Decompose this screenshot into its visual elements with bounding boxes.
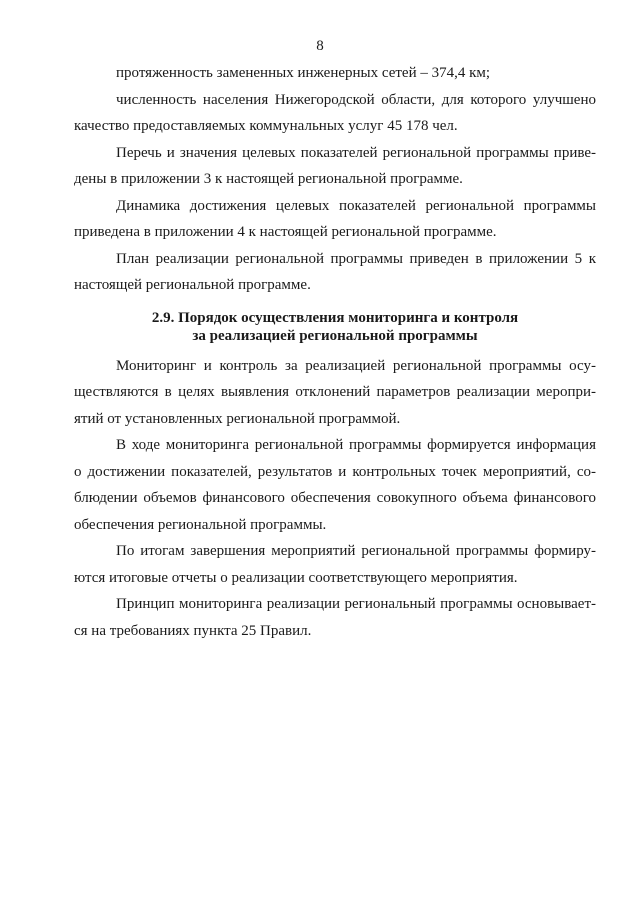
body-text (74, 60, 596, 644)
text-line: численность населения Нижегородской области, для которого улучшено (116, 91, 596, 108)
text-line: блюдении объемов финансового обеспечения совокупного объема финансового (74, 490, 596, 506)
text-line: План реализации региональной программы приведен в приложении 5 к (116, 250, 596, 267)
paragraph-block-2 (74, 353, 596, 645)
section-heading-line-2: за реализацией региональной программы (192, 327, 478, 344)
text-line: ются итоговые отчеты о реализации соответствующего мероприятия. (74, 569, 518, 586)
text-line: ятий от установленных региональной программой. (74, 410, 401, 427)
text-line: обеспечения региональной программы. (74, 516, 327, 533)
text-line: Принцип мониторинга реализации региональный программы основывает- (116, 596, 596, 612)
text-line: о достижении показателей, результатов и контрольных точек мероприятий, со- (74, 463, 596, 480)
text-line: дены в приложении 3 к настоящей региональной программе. (74, 171, 463, 187)
section-heading-line-1: 2.9. Порядок осуществления мониторинга и контроля (151, 309, 519, 326)
text-line: Мониторинг и контроль за реализацией региональной программы осу- (116, 357, 596, 374)
text-line: качество предоставляемых коммунальных услуг 45 178 чел. (74, 118, 458, 134)
text-line: Перечь и значения целевых показателей региональной программы приве- (116, 144, 596, 161)
text-line: ся на требованиях пункта 25 Правил. (74, 622, 312, 639)
page-number: 8 (316, 38, 324, 54)
text-line: настоящей региональной программе. (74, 277, 311, 293)
text-line: приведена в приложении 4 к настоящей региональной программе. (74, 224, 497, 240)
text-line: В ходе мониторинга региональной программы формируется информация (116, 437, 596, 453)
text-line: Динамика достижения целевых показателей региональной программы (116, 197, 596, 214)
text-line: протяженность замененных инженерных сетей – 374,4 км; (116, 65, 491, 81)
text-line: По итогам завершения мероприятий региональной программы формиру- (116, 543, 596, 559)
paragraph-block-1 (74, 60, 596, 299)
text-line: ществляются в целях выявления отклонений параметров реализации меропри- (74, 384, 596, 400)
section-heading (74, 309, 596, 345)
